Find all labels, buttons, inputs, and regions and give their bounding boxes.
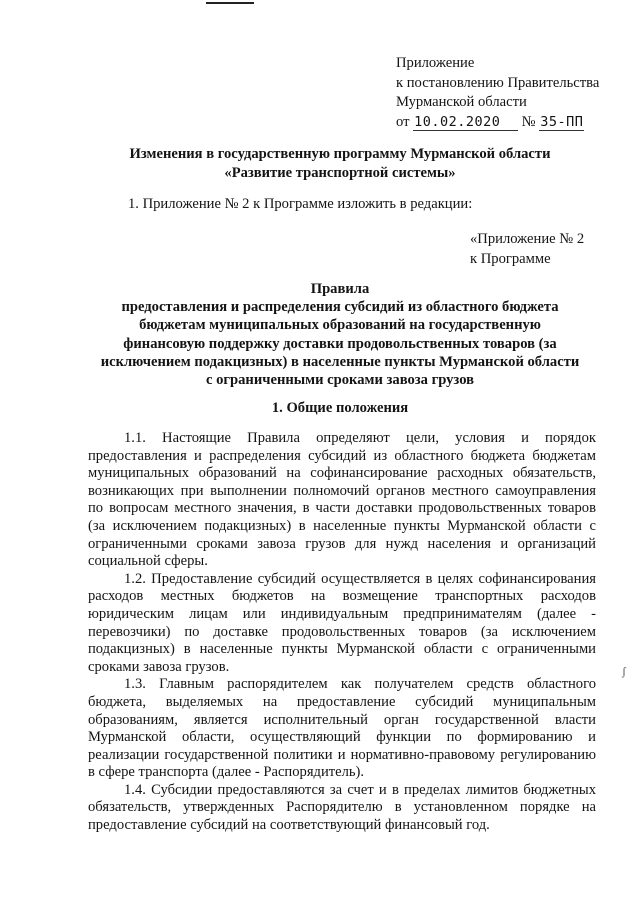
heading-line-1: Изменения в государственную программу Мурманской области — [129, 146, 551, 162]
number-prefix: № — [521, 113, 536, 130]
paragraph-1-2: 1.2. Предоставление субсидий осуществляется в целях софинансирования расходов местных бюджетов на возмещение транспортных расходов юридическим лицам или индивидуальным предпринимателям (далее - перевозчики) по доставке продовольственных товаров (за исключением подакцизных) в населенные пункты Мурманской области с ограниченными сроками завоза грузов. — [88, 570, 596, 675]
rules-title-line-3: бюджетам муниципальных образований на государственную — [139, 317, 541, 334]
appendix-line-1: Приложение — [396, 55, 475, 71]
rules-title-line-6: с ограниченными сроками завоза грузов — [205, 372, 475, 389]
date-value: 10.02.2020 — [414, 113, 501, 130]
appendix-date-line — [396, 113, 599, 133]
rules-title — [40, 280, 640, 389]
number-value: 35-ПП — [540, 113, 584, 130]
body-text — [88, 430, 596, 835]
section-title: 1. Общие положения — [271, 400, 409, 416]
margin-mark: ʃ — [622, 664, 626, 678]
appendix2-block — [470, 230, 584, 269]
appendix-line-2: к постановлению Правительства — [396, 74, 600, 91]
paragraph-1-4: 1.4. Субсидии предоставляются за счет и в пределах лимитов бюджетных обязательств, утвержденных Распорядителю в установленном порядке на предоставление субсидий на соответствующий финансовый год. — [88, 781, 596, 834]
intro-text: 1. Приложение № 2 к Программе изложить в редакции: — [128, 196, 473, 212]
scan-mark — [206, 2, 254, 4]
paragraph-1-3: 1.3. Главным распорядителем как получателем средств областного бюджета, выделяемых на предоставление субсидий муниципальным образованиям, является исполнительный орган государственной власти Мурманской области, осуществляющий функции по формированию и реализации государственной политики и нормативно-правовому регулированию в сфере транспорта (далее - Распорядитель). — [88, 676, 596, 781]
rules-title-line-2: предоставления и распределения субсидий из областного бюджета — [121, 299, 559, 316]
rules-title-line-5: исключением подакцизных) в населенные пункты Мурманской области — [100, 353, 580, 370]
date-underline — [501, 114, 518, 131]
rules-title-line-4: финансовую поддержку доставки продовольственных товаров (за — [123, 335, 557, 352]
appendix-line-3: Мурманской области — [396, 94, 527, 110]
appendix2-line-1: «Приложение № 2 — [470, 231, 585, 247]
heading-line-2: «Развитие транспортной системы» — [224, 164, 456, 181]
appendix-block — [396, 54, 599, 132]
date-prefix: от — [396, 113, 410, 130]
document-heading — [40, 145, 640, 182]
rules-title-line-1: Правила — [310, 281, 370, 297]
paragraph-1-1: 1.1. Настоящие Правила определяют цели, условия и порядок предоставления и распределения субсидий из областного бюджета бюджетам муниципальных образований на софинансирование расходных обязательств, возникающих при выполнении полномочий органов местного самоуправления по вопросам местного значения, в части доставки продовольственных товаров (за исключением подакцизных) в населенные пункты Мурманской области с ограниченными сроками завоза грузов для нужд населения и организаций социальной сферы. — [88, 430, 596, 570]
appendix2-line-2: к Программе — [470, 250, 551, 267]
